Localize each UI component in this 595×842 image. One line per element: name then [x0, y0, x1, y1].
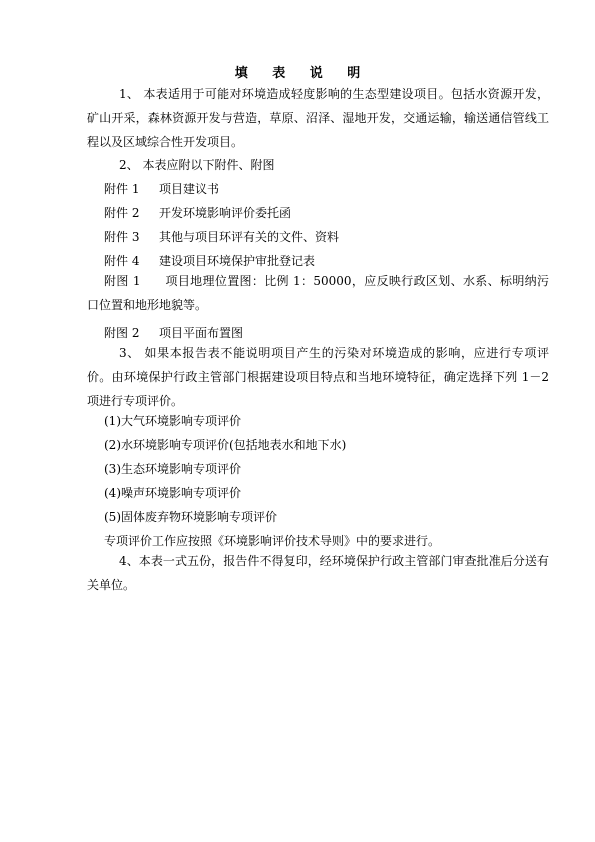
attachment-4-text: 建设项目环境保护审批登记表: [159, 254, 316, 268]
special-item-3: (3)生态环境影响专项评价: [104, 462, 241, 476]
instruction-item-3: 3、 如果本报告表不能说明项目产生的污染对环境造成的影响，应进行专项评价。由环境保护行政主管部门根据建设项目特点和当地环境特征，确定选择下列 1－2 项进行专项评价。: [87, 346, 549, 408]
attachment-1-label: 附件 1: [104, 182, 140, 196]
figure-2-label: 附图 2: [104, 326, 140, 340]
instruction-item-4: 4、本表一式五份，报告件不得复印，经环境保护行政主管部门审查批准后分送有关单位。: [87, 554, 549, 592]
special-item-5: (5)固体废弃物环境影响专项评价: [104, 510, 277, 524]
instruction-item-1: 1、 本表适用于可能对环境造成轻度影响的生态型建设项目。包括水资源开发，矿山开采，森林资源开发与营造，草原、沼泽、湿地开发，交通运输，输送通信管线工程以及区域综合性开发项目。: [87, 87, 549, 149]
instruction-item-2: 2、 本表应附以下附件、附图: [119, 158, 275, 172]
figure-1-description: 附图 1 项目地理位置图：比例 1：50000，应反映行政区划、水系、标明纳污口位置和地形地貌等。: [87, 274, 549, 312]
attachment-1-text: 项目建议书: [159, 182, 220, 196]
page-title: 填 表 说 明: [234, 66, 371, 81]
attachment-2-text: 开发环境影响评价委托函: [159, 206, 292, 220]
attachment-3-text: 其他与项目环评有关的文件、资料: [159, 230, 340, 244]
special-evaluation-note: 专项评价工作应按照《环境影响评价技术导则》中的要求进行。: [104, 534, 441, 548]
special-item-1: (1)大气环境影响专项评价: [104, 414, 241, 428]
attachment-3-label: 附件 3: [104, 230, 140, 244]
attachment-2-label: 附件 2: [104, 206, 140, 220]
figure-2-text: 项目平面布置图: [159, 326, 244, 340]
attachment-4-label: 附件 4: [104, 254, 140, 268]
special-item-4: (4)噪声环境影响专项评价: [104, 486, 241, 500]
special-item-2: (2)水环境影响专项评价(包括地表水和地下水): [104, 438, 347, 452]
